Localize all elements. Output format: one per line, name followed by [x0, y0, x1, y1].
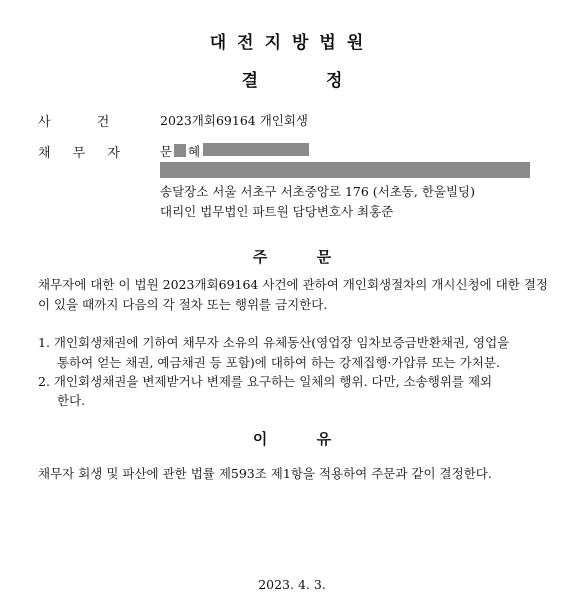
- order-heading: 주 문: [252, 248, 332, 266]
- debtor-name-prefix: 문: [160, 144, 173, 159]
- reason-heading: 이 유: [252, 430, 332, 448]
- debtor-label: 채 무 자: [38, 146, 120, 161]
- debtor-name-suffix: 혜: [188, 144, 201, 159]
- order-item-2-line-2: 한다.: [57, 393, 86, 408]
- redaction-box: [174, 144, 186, 157]
- decision-date: 2023. 4. 3.: [258, 577, 326, 592]
- document-title: 결 정: [241, 71, 343, 91]
- order-item-2-line-1: 2. 개인회생채권을 변제받거나 변제를 요구하는 일체의 행위. 다만, 소송행위를 제외: [38, 374, 493, 389]
- order-item-1-line-1: 1. 개인회생채권에 기하여 채무자 소유의 유체동산(영업장 임차보증금반환채권, 영업을: [38, 335, 510, 350]
- case-value: 2023개회69164 개인회생: [160, 113, 308, 128]
- legal-agent: 대리인 법무법인 파트원 담당변호사 최홍준: [160, 204, 394, 219]
- redaction-box: [203, 143, 309, 156]
- reason-text: 채무자 회생 및 파산에 관한 법률 제593조 제1항을 적용하여 주문과 같이 결정한다.: [38, 466, 492, 481]
- court-name: 대전지방법원: [209, 33, 375, 53]
- order-intro: 채무자에 대한 이 법원 2023개회69164 사건에 관하여 개인회생절차의 개시신청에 대한 결정이 있을 때까지 다음의 각 절차 또는 행위를 금지한다.: [38, 277, 548, 312]
- redaction-box: [160, 162, 530, 178]
- delivery-address: 송달장소 서울 서초구 서초중앙로 176 (서초동, 한울빌딩): [160, 184, 476, 199]
- case-label: 사 건: [38, 115, 110, 130]
- order-item-1-line-2: 통하여 얻는 채권, 예금채권 등 포함)에 대하여 하는 강제집행·가압류 또는 가처분.: [57, 355, 500, 370]
